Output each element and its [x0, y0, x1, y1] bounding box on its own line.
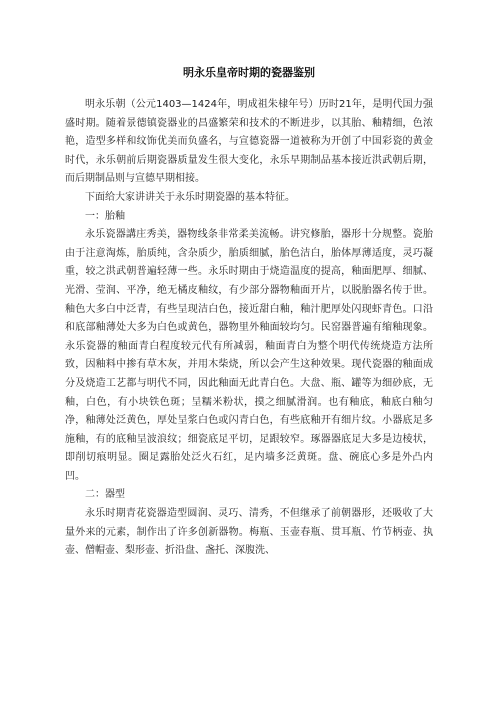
section-heading-shape: 二：器型	[85, 489, 125, 501]
section-heading-body-glaze: 一：胎釉	[85, 210, 125, 222]
lead-paragraph: 下面给大家讲讲关于永乐时期瓷器的基本特征。	[85, 191, 295, 203]
intro-paragraph: 明永乐朝（公元1403—1424年，明成祖朱棣年号）历时21年，是明代国力强盛时期。随着景德镇瓷器业的昌盛繁荣和技术的不断进步，以其胎、釉精细，色浓艳，造型多样和纹饰优美而负盛名，与宣德瓷器一道被称为开创了中国彩瓷的黄金时代，永乐朝前后期瓷器质量发生很大变化，永乐早期制品基本接近洪武朝后期，而后期制品则与宣德早期相接。	[65, 99, 433, 185]
section-shape-text: 永乐时期青花瓷器造型圆润、灵巧、清秀，不但继承了前朝器形，还吸收了大量外来的元素，制作出了许多创新器物。梅瓶、玉壶春瓶、贯耳瓶、竹节柄壶、执壶、僧帽壶、梨形壶、折沿盘、盏托、深腹洗、	[65, 508, 433, 557]
document-title: 明永乐皇帝时期的瓷器鉴别	[183, 66, 315, 79]
section-body-glaze-text: 永乐瓷器講庄秀美，器物线条非常柔美流畅。讲究修胎，器形十分规整。瓷胎由于注意淘炼，胎质纯，含杂质少，胎质细腻，胎色洁白，胎体厚薄适度，灵巧凝重，较之洪武朝普遍轻薄一些。永乐时期由于烧造温度的提高，釉面肥厚、细腻、光滑、莹润、平净，绝无橘皮釉纹，有少部分器物釉面开片，以脱胎器名传于世。釉色大多白中泛青，有些呈现洁白色，接近甜白釉，釉汁肥厚处闪现虾青色。口沿和底部釉薄处大多为白色或黄色，器物里外釉面较均匀。民窑器普遍有缩釉现象。永乐瓷器的釉面青白程度较元代有所减弱，釉面青白为整个明代传统烧造方法所致，因釉料中掺有草木灰，并用木柴烧，所以会产生这种效果。现代瓷器的釉面成分及烧造工艺都与明代不同，因此釉面无此青白色。大盘、瓶、罐等为细砂底，无釉，白色，有小块铁色斑；呈糯米粉状，摸之细腻滑润。也有釉底，釉底白釉匀净，釉薄处泛黄色，厚处呈浆白色或闪青白色，有些底釉开有细片纹。小器底足多施釉，有的底釉呈波浪纹；细瓷底足平切，足跟较窄。琢器器底足大多是边棱状，即削切痕明显。圈足露胎处泛火石红，足内墙多泛黄斑。盘、碗底心多是外凸内凹。	[65, 229, 433, 482]
